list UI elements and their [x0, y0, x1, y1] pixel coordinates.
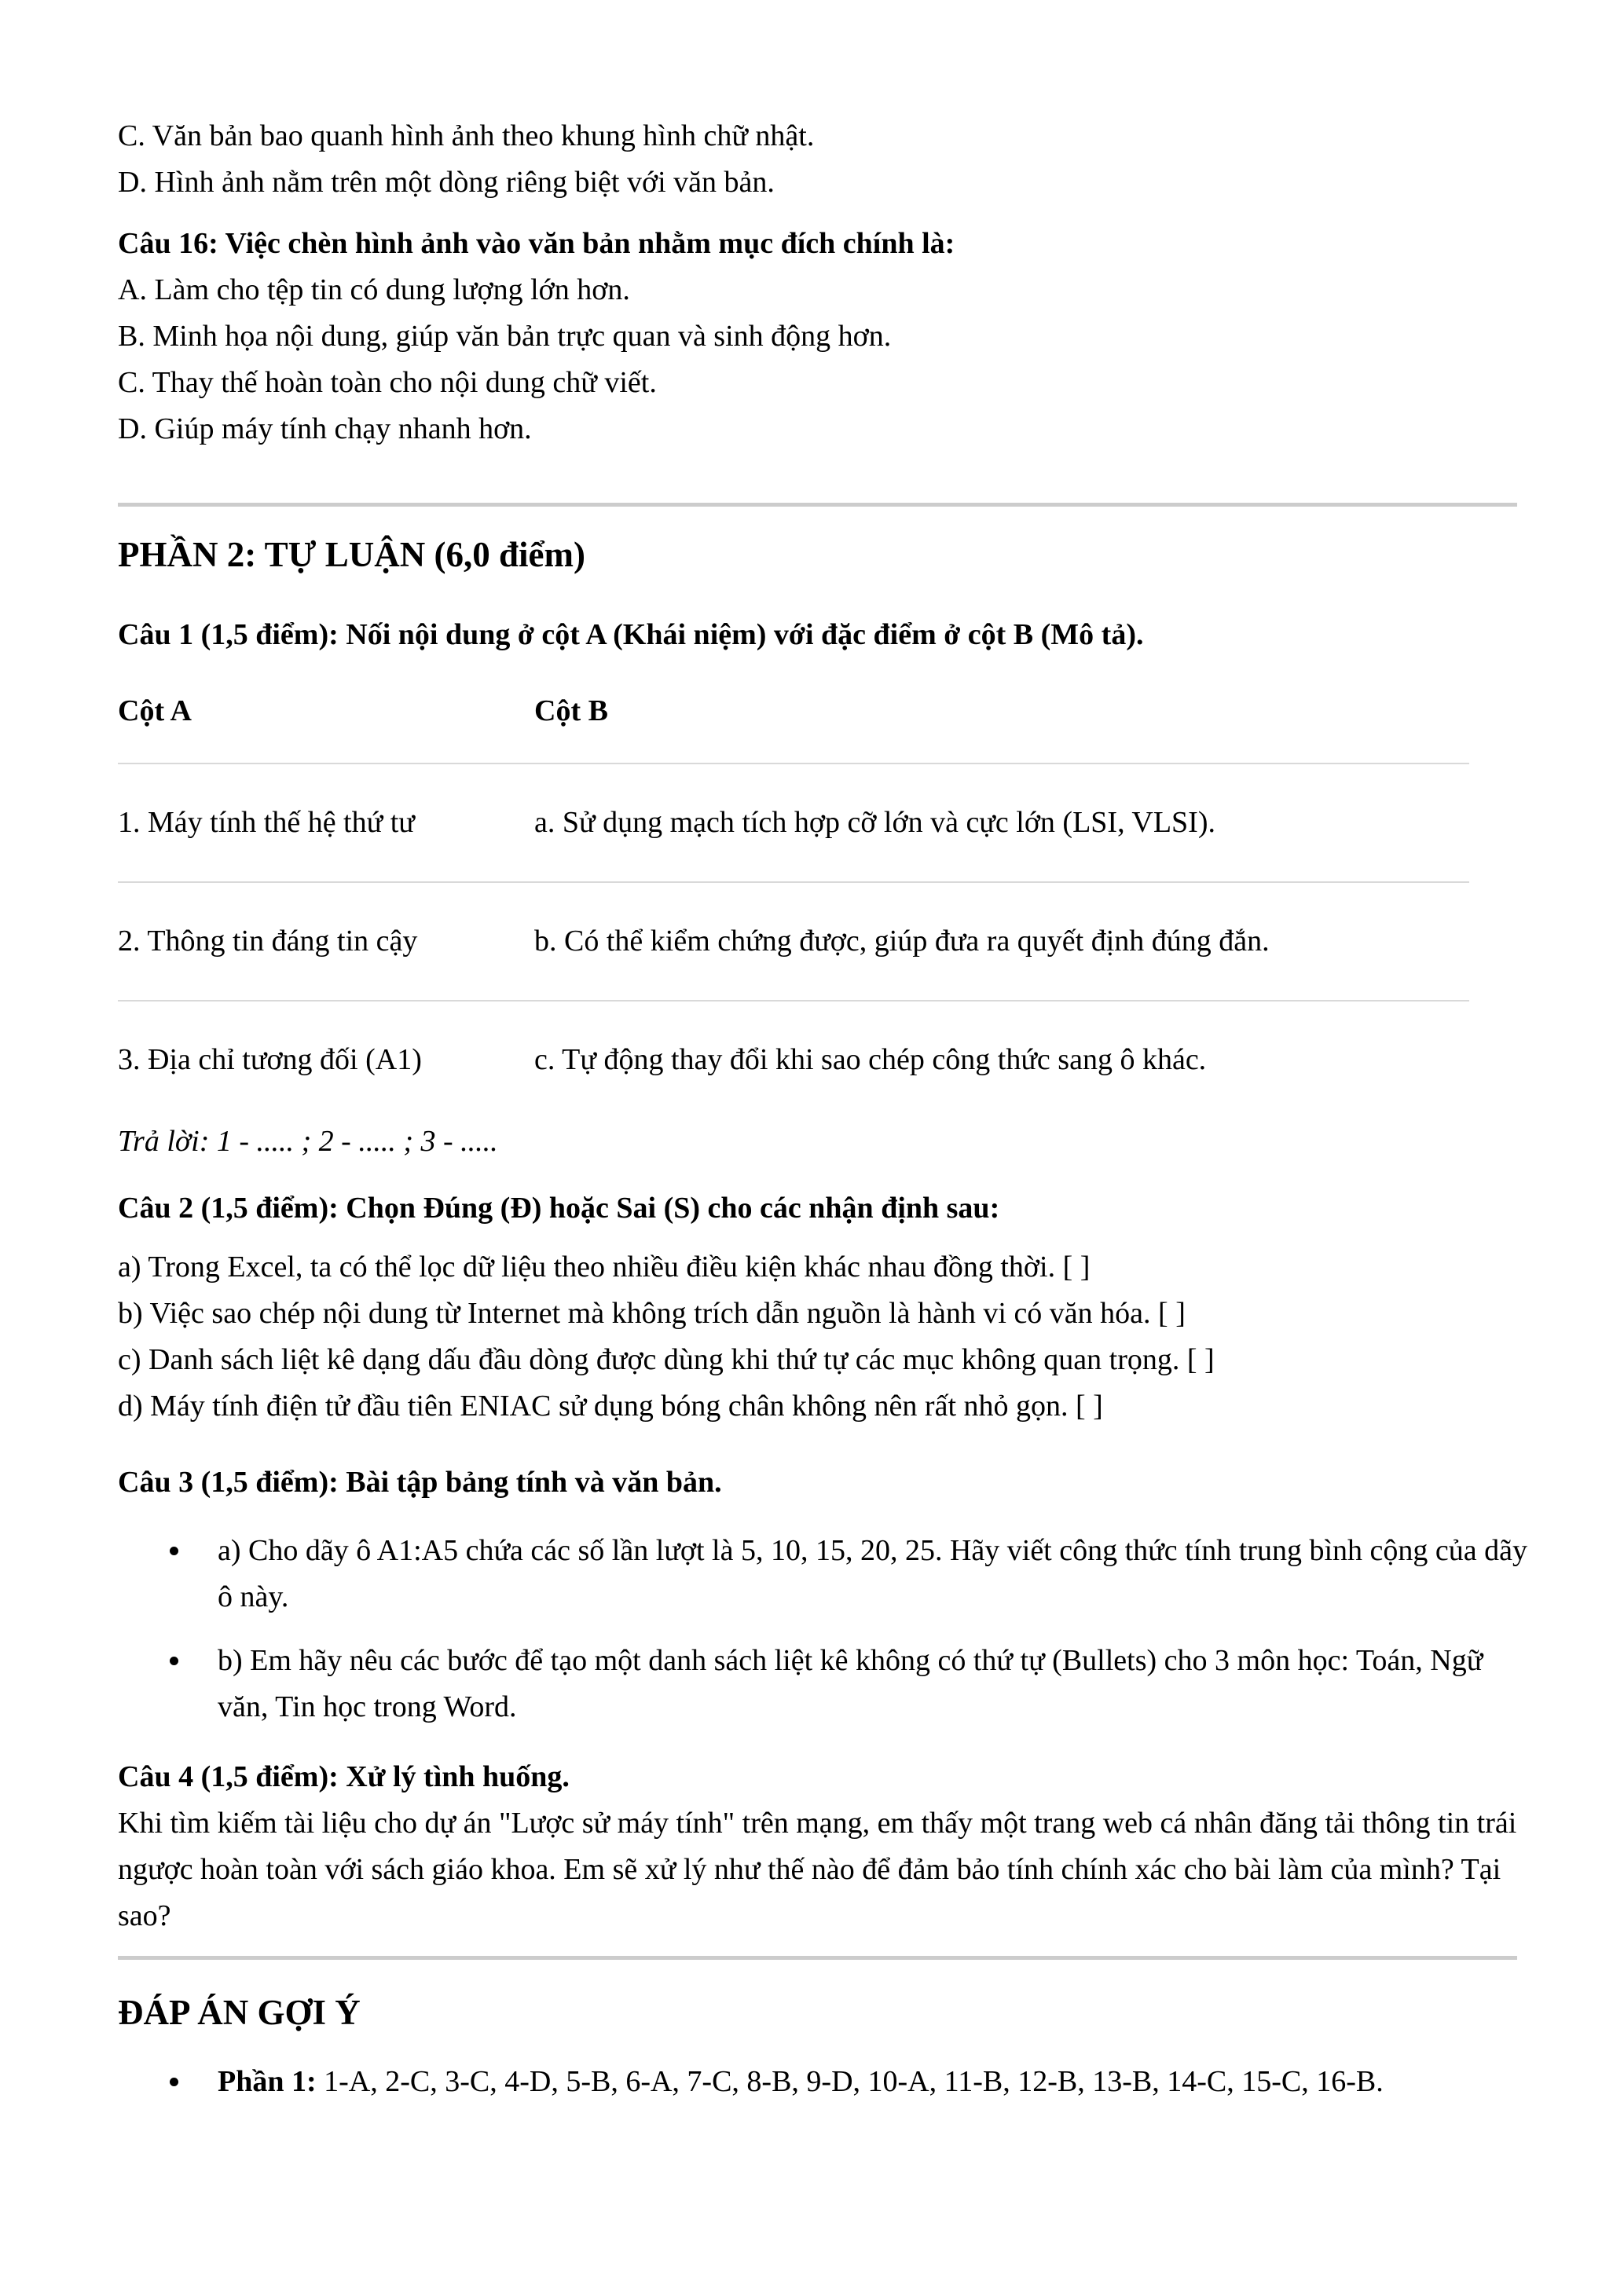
option-d: D. Giúp máy tính chạy nhanh hơn.	[118, 412, 532, 445]
question4-heading: Câu 4 (1,5 điểm): Xử lý tình huống.	[118, 1760, 570, 1793]
part2-heading: PHẦN 2: TỰ LUẬN (6,0 điểm)	[118, 535, 585, 574]
option-c: C. Văn bản bao quanh hình ảnh theo khung hình chữ nhật.	[118, 119, 815, 152]
question2-heading: Câu 2 (1,5 điểm): Chọn Đúng (Đ) hoặc Sai (S) cho các nhận định sau:	[118, 1192, 1000, 1225]
bullet-icon	[170, 1547, 178, 1555]
question1-heading: Câu 1 (1,5 điểm): Nối nội dung ở cột A (Khái niệm) với đặc điểm ở cột B (Mô tả).	[118, 618, 1144, 651]
cell-b1: a. Sử dụng mạch tích hợp cỡ lớn và cực lớn (LSI, VLSI).	[534, 764, 1469, 882]
answer-key-heading: ĐÁP ÁN GỢI Ý	[118, 1993, 361, 2032]
bullet-b-text: b) Em hãy nêu các bước để tạo một danh sách liệt kê không có thứ tự (Bullets) cho 3 môn học: Toán, Ngữ văn, Tin học trong Word.	[218, 1644, 1483, 1723]
list-item	[118, 1528, 1538, 1620]
bullet-icon	[170, 2078, 178, 2086]
table-row	[118, 1001, 1469, 1119]
statement-d: d) Máy tính điện tử đầu tiên ENIAC sử dụng bóng chân không nên rất nhỏ gọn. [ ]	[118, 1390, 1103, 1423]
list-item	[118, 2059, 1538, 2105]
cell-a2: 2. Thông tin đáng tin cậy	[118, 882, 534, 1001]
list-item	[118, 1638, 1538, 1730]
answer-part1-label: Phần 1:	[218, 2065, 317, 2098]
section-divider	[118, 1956, 1517, 1960]
question2-statements	[118, 1244, 1538, 1430]
question16-heading: Câu 16: Việc chèn hình ảnh vào văn bản nhằm mục đích chính là:	[118, 227, 955, 260]
option-a: A. Làm cho tệp tin có dung lượng lớn hơn.	[118, 273, 630, 306]
question16-options	[118, 267, 1538, 452]
question3-heading: Câu 3 (1,5 điểm): Bài tập bảng tính và văn bản.	[118, 1466, 722, 1499]
matching-table	[118, 688, 1469, 1119]
bullet-a-text: a) Cho dãy ô A1:A5 chứa các số lần lượt là 5, 10, 15, 20, 25. Hãy viết công thức tính trung bình cộng của dãy ô này.	[218, 1534, 1527, 1613]
column-b-header: Cột B	[534, 694, 608, 727]
statement-c: c) Danh sách liệt kê dạng dấu đầu dòng được dùng khi thứ tự các mục không quan trọng. [ ]	[118, 1343, 1215, 1376]
table-row	[118, 882, 1469, 1001]
question15-options-cd	[118, 113, 1538, 206]
question1-answer-blanks: Trả lời: 1 - ..... ; 2 - ..... ; 3 - .....	[118, 1125, 498, 1158]
cell-a1: 1. Máy tính thế hệ thứ tư	[118, 764, 534, 882]
cell-a3: 3. Địa chỉ tương đối (A1)	[118, 1001, 534, 1119]
option-d: D. Hình ảnh nằm trên một dòng riêng biệt với văn bản.	[118, 166, 775, 199]
statement-a: a) Trong Excel, ta có thể lọc dữ liệu theo nhiều điều kiện khác nhau đồng thời. [ ]	[118, 1251, 1091, 1283]
question3-bullet-list	[118, 1528, 1538, 1730]
question4-body: Khi tìm kiếm tài liệu cho dự án "Lược sử máy tính" trên mạng, em thấy một trang web cá nhân đăng tải thông tin trái ngược hoàn toàn với sách giáo khoa. Em sẽ xử lý như thế nào để đảm bảo tính chính xác cho bài làm của mình? Tại sao?	[118, 1807, 1517, 1932]
cell-b2: b. Có thể kiểm chứng được, giúp đưa ra quyết định đúng đắn.	[534, 882, 1469, 1001]
option-b: B. Minh họa nội dung, giúp văn bản trực quan và sinh động hơn.	[118, 320, 892, 353]
statement-b: b) Việc sao chép nội dung từ Internet mà không trích dẫn nguồn là hành vi có văn hóa. [ ]	[118, 1297, 1186, 1330]
option-c: C. Thay thế hoàn toàn cho nội dung chữ viết.	[118, 366, 657, 399]
cell-b3: c. Tự động thay đổi khi sao chép công thức sang ô khác.	[534, 1001, 1469, 1119]
section-divider	[118, 503, 1517, 507]
answer-key-list	[118, 2059, 1538, 2105]
table-header-row	[118, 688, 1469, 764]
bullet-icon	[170, 1657, 178, 1665]
answer-part1-values: 1-A, 2-C, 3-C, 4-D, 5-B, 6-A, 7-C, 8-B, 9-D, 10-A, 11-B, 12-B, 13-B, 14-C, 15-C, 16-B.	[324, 2065, 1384, 2098]
column-a-header: Cột A	[118, 694, 192, 727]
table-row	[118, 764, 1469, 882]
